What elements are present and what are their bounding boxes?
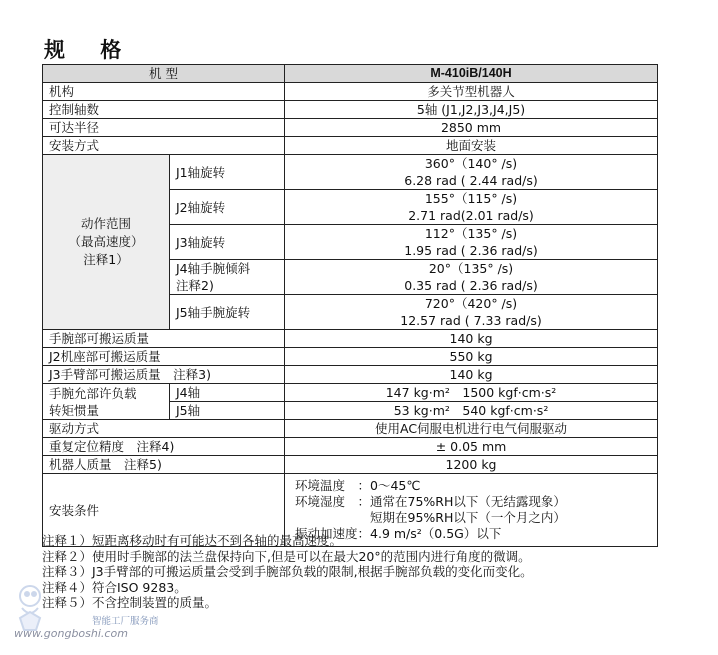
row-value: 140 kg	[285, 366, 658, 384]
note-item: 注释２）使用时手腕部的法兰盘保持向下,但是可以在最大20°的范围内进行角度的微调。	[42, 548, 531, 564]
table-row	[43, 366, 658, 384]
axis-name: J3轴旋转	[170, 225, 285, 260]
page-title: 规 格	[44, 38, 136, 62]
header-row	[43, 65, 658, 83]
table-row	[43, 101, 658, 119]
table-row	[43, 420, 658, 438]
row-value: 1200 kg	[285, 456, 658, 474]
motion-group-label: 动作范围 （最高速度） 注释1）	[43, 155, 170, 330]
watermark-subtitle: 智能工厂服务商	[92, 616, 159, 627]
axis-deg: 360°（140° /s)	[285, 155, 658, 173]
row-label: 驱动方式	[43, 420, 285, 438]
row-label: 安装方式	[43, 137, 285, 155]
install-line: 振动加速度：4.9 m/s²（0.5G）以下	[295, 526, 502, 541]
install-line: 短期在95%RH以下（一个月之内）	[295, 510, 566, 525]
inertia-axis-j4: J4轴	[170, 384, 285, 402]
row-label: 机构	[43, 83, 285, 101]
install-line: 环境湿度 ：通常在75%RH以下（无结露现象）	[295, 494, 566, 509]
row-value: ± 0.05 mm	[285, 438, 658, 456]
row-value: 2850 mm	[285, 119, 658, 137]
inertia-value-j5: 53 kg·m² 540 kgf·cm·s²	[285, 402, 658, 420]
inertia-value-j4: 147 kg·m² 1500 kgf·cm·s²	[285, 384, 658, 402]
row-value: 地面安装	[285, 137, 658, 155]
table-row	[43, 438, 658, 456]
row-value: 140 kg	[285, 330, 658, 348]
axis-deg: 720°（420° /s)	[285, 295, 658, 313]
note-item: 注释１）短距离移动时有可能达不到各轴的最高速度。	[42, 533, 343, 548]
row-label: J3手臂部可搬运质量 注释3)	[43, 366, 285, 384]
watermark-url: www.gongboshi.com	[14, 627, 128, 640]
row-value: 5轴 (J1,J2,J3,J4,J5)	[285, 101, 658, 119]
row-label: 可达半径	[43, 119, 285, 137]
table-row	[43, 119, 658, 137]
axis-name: J5轴手腕旋转	[170, 295, 285, 330]
axis-name: J4轴手腕倾斜 注释2)	[170, 260, 285, 295]
install-line: 环境温度 ：0～45℃	[295, 478, 421, 493]
axis-deg: 20°（135° /s)	[285, 260, 658, 278]
axis-rad: 12.57 rad ( 7.33 rad/s)	[285, 312, 658, 330]
header-model-label: 机 型	[43, 65, 285, 83]
note-item: 注释５）不含控制装置的质量。	[42, 595, 218, 610]
axis-deg: 155°（115° /s)	[285, 190, 658, 208]
axis-rad: 0.35 rad ( 2.36 rad/s)	[285, 277, 658, 295]
row-label: J2机座部可搬运质量	[43, 348, 285, 366]
axis-name: J1轴旋转	[170, 155, 285, 190]
table-row	[43, 348, 658, 366]
row-value: 550 kg	[285, 348, 658, 366]
inertia-axis-j5: J5轴	[170, 402, 285, 420]
inertia-row	[43, 384, 658, 402]
table-row	[43, 456, 658, 474]
axis-name: J2轴旋转	[170, 190, 285, 225]
row-label: 机器人质量 注释5)	[43, 456, 285, 474]
inertia-label: 手腕允部许负载 转矩惯量	[43, 384, 170, 420]
table-row	[43, 137, 658, 155]
table-row	[43, 83, 658, 101]
spec-table	[42, 64, 658, 547]
install-label: 安装条件	[43, 474, 285, 547]
axis-rad: 1.95 rad ( 2.36 rad/s)	[285, 242, 658, 260]
row-label: 手腕部可搬运质量	[43, 330, 285, 348]
axis-deg: 112°（135° /s)	[285, 225, 658, 243]
header-model-value: M-410iB/140H	[285, 65, 658, 83]
row-value: 多关节型机器人	[285, 83, 658, 101]
note-item: 注释４）符合ISO 9283。	[42, 579, 187, 595]
row-value: 使用AC伺服电机进行电气伺服驱动	[285, 420, 658, 438]
axis-rad: 6.28 rad ( 2.44 rad/s)	[285, 172, 658, 190]
row-label: 重复定位精度 注释4)	[43, 438, 285, 456]
axis-rad: 2.71 rad(2.01 rad/s)	[285, 207, 658, 225]
motion-row	[43, 155, 658, 173]
table-row	[43, 330, 658, 348]
row-label: 控制轴数	[43, 101, 285, 119]
note-item: 注释３）J3手臂部的可搬运质量会受到手腕部负载的限制,根据手腕部负载的变化而变化。	[42, 564, 533, 579]
